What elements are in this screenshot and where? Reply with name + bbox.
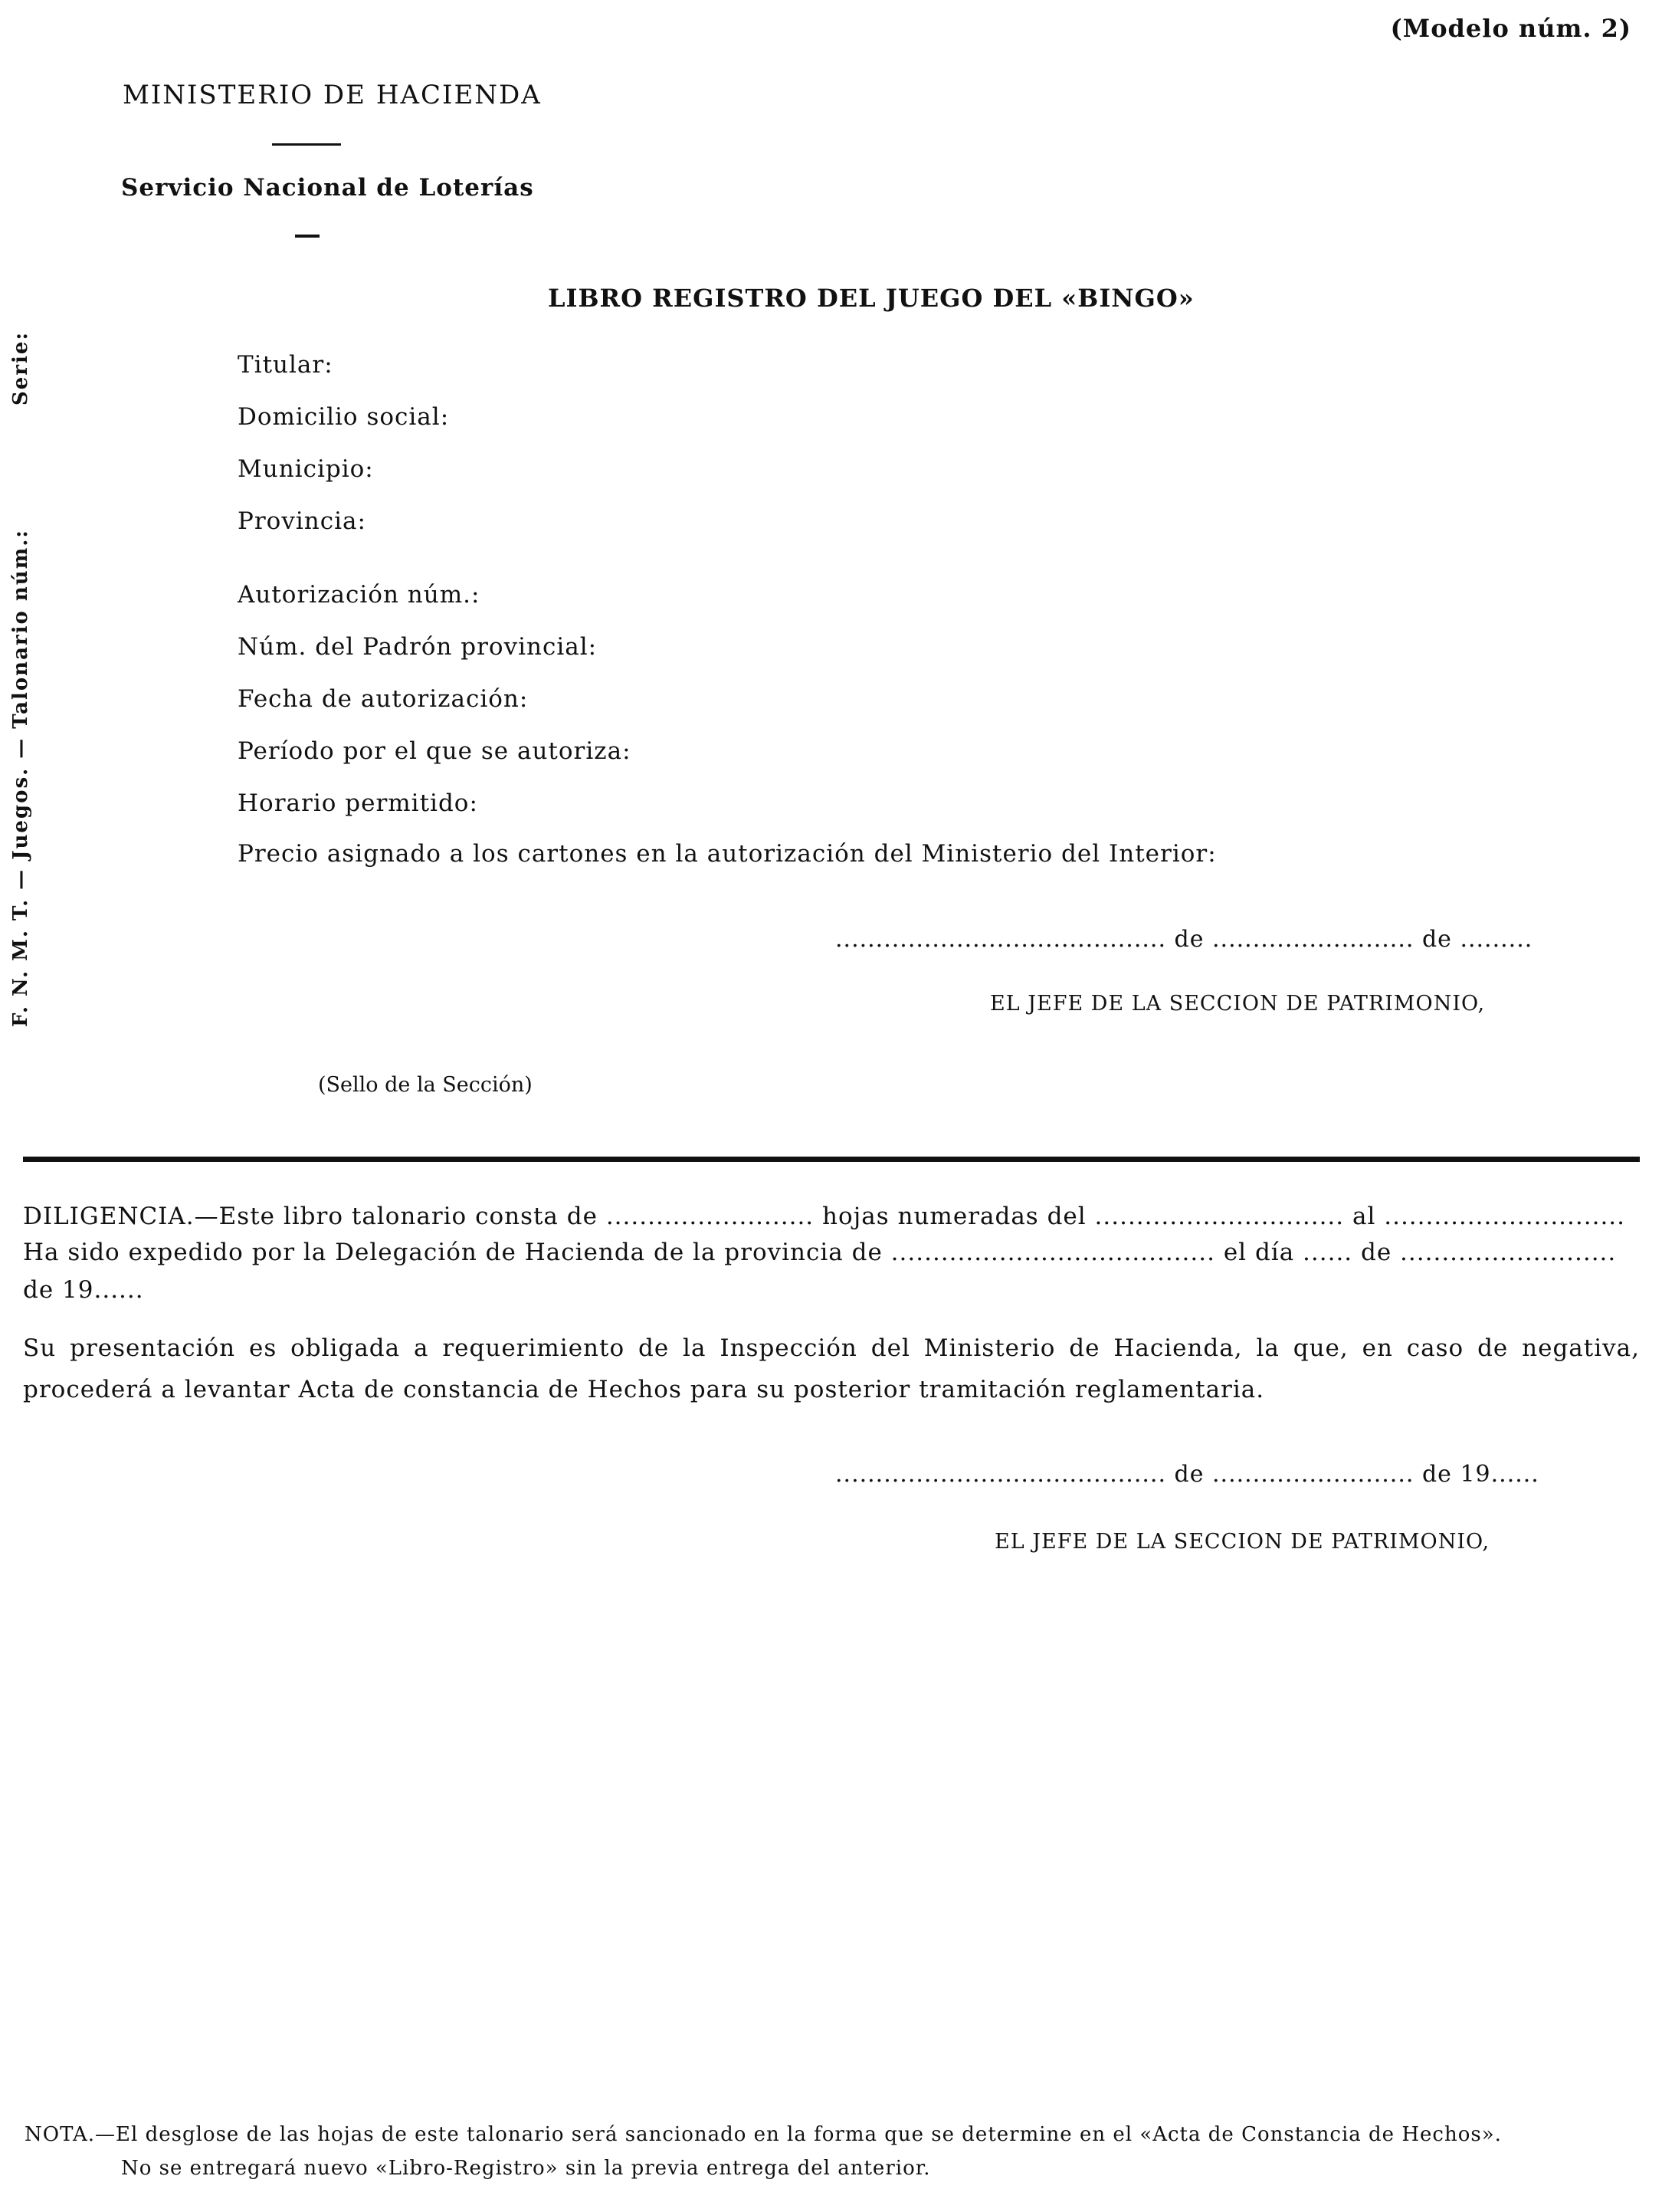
note-line-1: NOTA.—El desglose de las hojas de este talonario será sancionado en la forma que se determine en el «Acta de Constancia de Hechos». xyxy=(25,2123,1502,2146)
field-autorizacion: Autorización núm.: xyxy=(238,581,480,609)
diligencia-paragraph: Su presentación es obligada a requerimiento de la Inspección del Ministerio de Hacienda, la que, en caso de negativa, procederá a levantar Acta de constancia de Hechos para su posterior tramitación reglamentaria. xyxy=(23,1334,1640,1403)
side-margin-text xyxy=(9,331,32,1027)
diligencia-line-3: de 19...... xyxy=(23,1276,144,1304)
date-line-bottom: ......................................... de ......................... de 19...... xyxy=(835,1461,1539,1488)
diligencia-line-2: Ha sido expedido por la Delegación de Hacienda de la provincia de ....................................... el día ...... de .......................... xyxy=(23,1239,1617,1266)
field-padron: Núm. del Padrón provincial: xyxy=(238,633,598,661)
field-domicilio: Domicilio social: xyxy=(238,403,450,431)
side-fnmt-label: F. N. M. T. — Juegos. — Talonario núm.: xyxy=(9,529,32,1027)
field-titular: Titular: xyxy=(238,351,333,379)
seal-note: (Sello de la Sección) xyxy=(318,1073,533,1097)
date-line-top: ......................................... de ......................... de ......... xyxy=(835,926,1533,953)
field-periodo: Período por el que se autoriza: xyxy=(238,737,631,765)
ministry-heading: MINISTERIO DE HACIENDA xyxy=(123,80,542,110)
field-precio: Precio asignado a los cartones en la autorización del Ministerio del Interior: xyxy=(238,840,1217,868)
field-horario: Horario permitido: xyxy=(238,789,478,817)
heading-divider-small xyxy=(295,235,320,238)
diligencia-line-1: DILIGENCIA.—Este libro talonario consta de ......................... hojas numeradas del .............................. al ............................. xyxy=(23,1203,1626,1230)
field-provincia: Provincia: xyxy=(238,507,366,535)
document-title: LIBRO REGISTRO DEL JUEGO DEL «BINGO» xyxy=(548,284,1195,313)
signatory-top: EL JEFE DE LA SECCION DE PATRIMONIO, xyxy=(990,992,1486,1016)
service-heading: Servicio Nacional de Loterías xyxy=(121,174,534,202)
model-number: (Modelo núm. 2) xyxy=(1390,14,1631,43)
side-serie-label: Serie: xyxy=(9,331,32,406)
field-fecha: Fecha de autorización: xyxy=(238,685,529,713)
heading-divider xyxy=(272,143,341,146)
note-line-2: No se entregará nuevo «Libro-Registro» sin la previa entrega del anterior. xyxy=(121,2157,931,2180)
section-separator xyxy=(23,1157,1640,1162)
field-municipio: Municipio: xyxy=(238,455,374,483)
signatory-bottom: EL JEFE DE LA SECCION DE PATRIMONIO, xyxy=(995,1530,1490,1554)
